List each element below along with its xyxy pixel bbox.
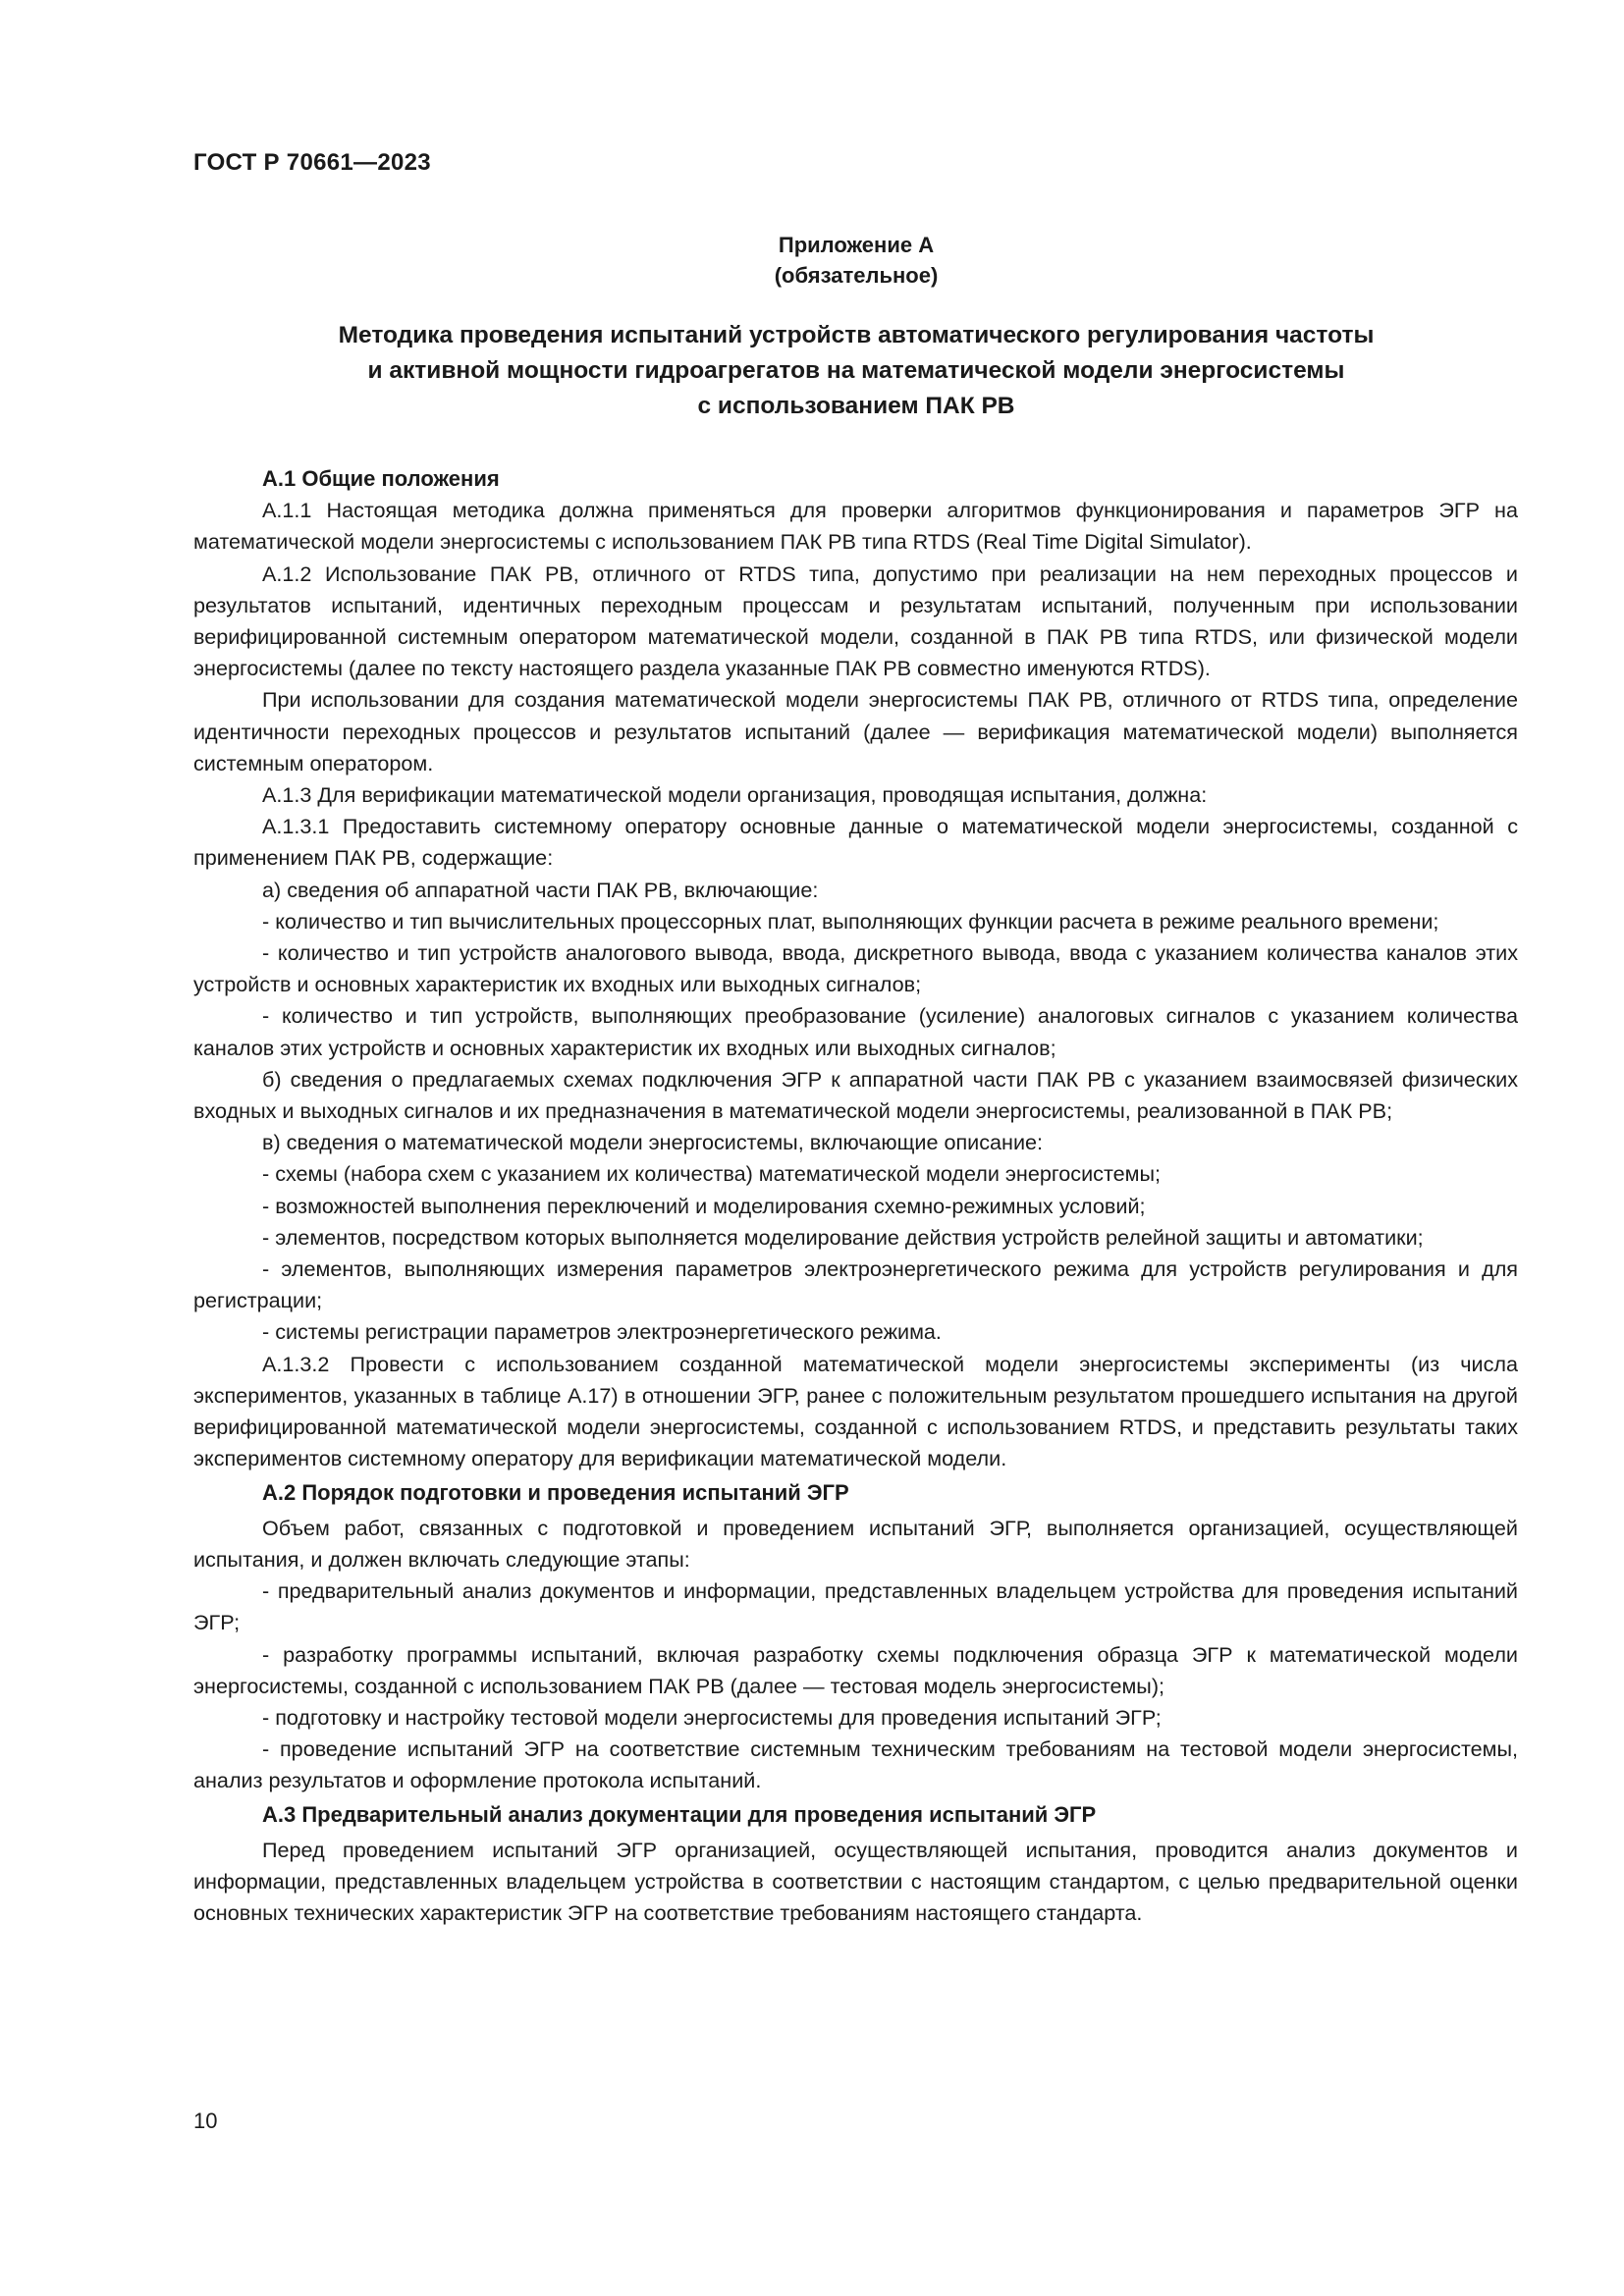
list-item: - разработку программы испытаний, включая разработку схемы подключения образца ЭГР к математической модели энергосистемы, созданной с использованием ПАК РВ (далее — тестовая модель энергосистемы); — [193, 1641, 1518, 1698]
list-item: а) сведения об аппаратной части ПАК РВ, включающие: — [262, 877, 819, 902]
section-heading-a3: А.3 Предварительный анализ документации для проведения испытаний ЭГР — [262, 1801, 1097, 1827]
list-item: - предварительный анализ документов и информации, представленных владельцем устройства для проведения испытаний ЭГР; — [193, 1578, 1518, 1635]
annex-title-line: и активной мощности гидроагрегатов на математической модели энергосистемы — [367, 357, 1345, 384]
section-heading-a1: А.1 Общие положения — [262, 466, 500, 491]
paragraph: А.1.3.2 Провести с использованием созданной математической модели энергосистемы эксперименты (из числа экспериментов, указанных в таблице А.17) в отношении ЭГР, ранее с положительным результатом прошедшего испытания на другой верифицированной математической модели энергосистемы, созданной с использованием RTDS, и представить результаты таких экспериментов системному оператору для верификации математической модели. — [193, 1351, 1518, 1471]
list-item: - проведение испытаний ЭГР на соответствие системным техническим требованиям на тестовой модели энергосистемы, анализ результатов и оформление протокола испытаний. — [193, 1736, 1518, 1793]
paragraph: А.1.1 Настоящая методика должна применяться для проверки алгоритмов функционирования и параметров ЭГР на математической модели энергосистемы с использованием ПАК РВ типа RTDS (Real Time Digital Simulator). — [193, 498, 1518, 555]
annex-label: Приложение А — [778, 233, 935, 257]
annex-status: (обязательное) — [774, 263, 939, 288]
list-item: - возможностей выполнения переключений и моделирования схемно-режимных условий; — [262, 1193, 1146, 1218]
paragraph: Объем работ, связанных с подготовкой и проведением испытаний ЭГР, выполняется организацией, осуществляющей испытания, и должен включать следующие этапы: — [193, 1515, 1518, 1572]
annex-title-line: с использованием ПАК РВ — [697, 393, 1015, 419]
page-number: 10 — [193, 2109, 218, 2133]
list-item: - системы регистрации параметров электроэнергетического режима. — [262, 1319, 942, 1345]
list-item: - количество и тип устройств, выполняющих преобразование (усиление) аналоговых сигналов с указанием количества каналов этих устройств и основных характеристик их входных или выходных сигналов; — [193, 1003, 1518, 1060]
list-item: - схемы (набора схем с указанием их количества) математической модели энергосистемы; — [262, 1161, 1161, 1187]
section-heading-a2: А.2 Порядок подготовки и проведения испытаний ЭГР — [262, 1479, 849, 1505]
list-item: - количество и тип вычислительных процессорных плат, выполняющих функции расчета в режиме реального времени; — [262, 908, 1439, 934]
document-body — [193, 463, 1518, 1929]
list-item: б) сведения о предлагаемых схемах подключения ЭГР к аппаратной части ПАК РВ с указанием взаимосвязей физических входных и выходных сигналов и их предназначения в математической модели энергосистемы, реализованной в ПАК РВ; — [193, 1066, 1518, 1124]
paragraph: А.1.3.1 Предоставить системному оператору основные данные о математической модели энергосистемы, созданной с применением ПАК РВ, содержащие: — [193, 814, 1518, 871]
standard-designation: ГОСТ Р 70661—2023 — [193, 149, 431, 176]
list-item: - количество и тип устройств аналогового вывода, ввода, дискретного вывода, ввода с указанием количества каналов этих устройств и основных характеристик их входных или выходных сигналов; — [193, 940, 1518, 997]
list-item: - элементов, посредством которых выполняется моделирование действия устройств релейной защиты и автоматики; — [262, 1224, 1424, 1250]
paragraph: При использовании для создания математической модели энергосистемы ПАК РВ, отличного от RTDS типа, определение идентичности переходных процессов и результатов испытаний (далее — верификация математической модели) выполняется системным оператором. — [193, 687, 1518, 775]
paragraph: А.1.2 Использование ПАК РВ, отличного от RTDS типа, допустимо при реализации на нем переходных процессов и результатов испытаний, идентичных переходным процессам и результатам испытаний, полученным при использовании верифицированной системным оператором математической модели, созданной в ПАК РВ типа RTDS, или физической модели энергосистемы (далее по тексту настоящего раздела указанные ПАК РВ совместно именуются RTDS). — [193, 561, 1518, 681]
list-item: в) сведения о математической модели энергосистемы, включающие описание: — [262, 1130, 1044, 1155]
annex-label-block — [193, 230, 1519, 291]
list-item: - подготовку и настройку тестовой модели энергосистемы для проведения испытаний ЭГР; — [262, 1704, 1162, 1730]
list-item: - элементов, выполняющих измерения параметров электроэнергетического режима для устройств регулирования и для регистрации; — [193, 1256, 1518, 1313]
paragraph: Перед проведением испытаний ЭГР организацией, осуществляющей испытания, проводится анализ документов и информации, представленных владельцем устройства в соответствии с настоящим стандартом, с целью предварительной оценки основных технических характеристик ЭГР на соответствие требованиям настоящего стандарта. — [193, 1837, 1518, 1926]
paragraph: А.1.3 Для верификации математической модели организация, проводящая испытания, должна: — [262, 782, 1208, 808]
annex-title-line: Методика проведения испытаний устройств автоматического регулирования частоты — [338, 322, 1375, 348]
annex-title — [193, 318, 1519, 424]
